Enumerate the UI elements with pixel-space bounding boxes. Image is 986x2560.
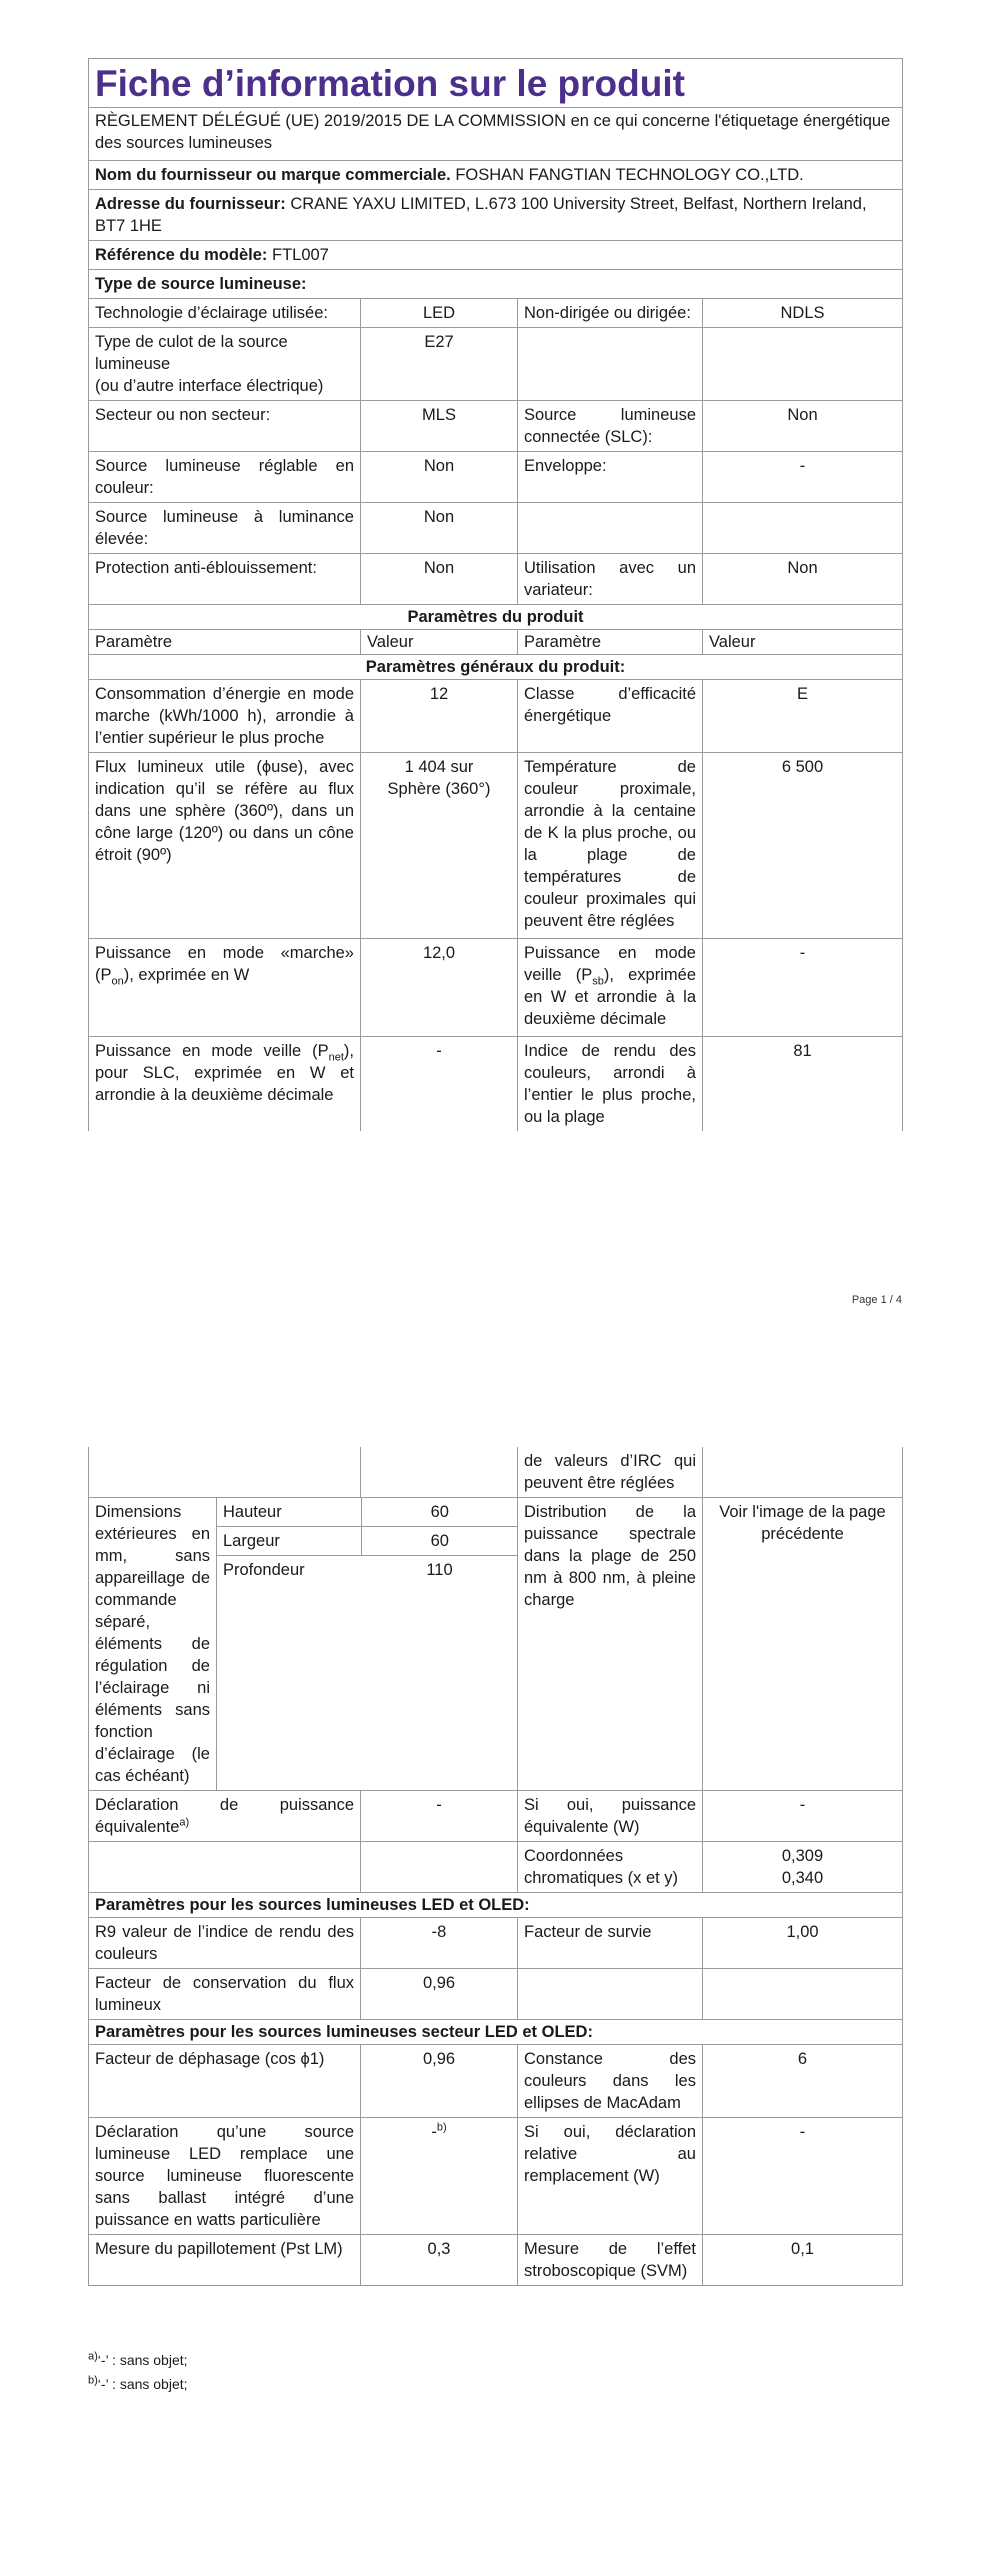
footnote-ref-b: b) [436,2121,447,2134]
replacement-claim-label: Déclaration qu’une source lumineuse LED remplace une source lumineuse fluorescente sans ballast intégré d’une puissance en watts particulière [89,2118,361,2235]
replacement-w-value: - [703,2118,903,2235]
networked-standby-unit: ), pour SLC, exprimée en W et arrondie à la deuxième décimale [95,1042,354,1104]
lumen-maintenance-label: Facteur de conservation du flux lumineux [89,1969,361,2020]
cap-type-label-main: Type de culot de la source lumineuse [95,333,288,373]
cap-type-label [89,328,361,401]
lumen-maintenance-value: 0,96 [361,1969,518,2020]
replacement-claim-value [361,2118,518,2235]
stroboscopic-value: 0,1 [703,2235,903,2286]
empty-cell [703,328,903,401]
col-param-header: Paramètre [89,630,361,655]
on-mode-power-unit: ), exprimée en W [123,966,250,984]
directional-label: Non-dirigée ou dirigée: [518,299,703,328]
mains-label: Secteur ou non secteur: [89,401,361,452]
mains-led-params-header: Paramètres pour les sources lumineuses secteur LED et OLED: [89,2020,903,2045]
depth-label: Profondeur [223,1561,305,1579]
envelope-value: - [703,452,903,503]
r9-label: R9 valeur de l’indice de rendu des couleurs [89,1918,361,1969]
empty-cell [518,503,703,554]
mains-value: MLS [361,401,518,452]
cap-type-label-sub: (ou d’autre interface électrique) [95,377,324,395]
chromaticity-value [703,1842,903,1893]
standby-power-value: - [703,939,903,1037]
anti-glare-value: Non [361,554,518,605]
cri-label-part2: de valeurs d’IRC qui peuvent être réglées [518,1447,703,1498]
doc-title: Fiche d’information sur le produit [95,63,685,104]
empty-cell [89,1447,361,1498]
model-value: FTL007 [271,246,329,264]
empty-cell [518,1969,703,2020]
footnote-b-mark: b) [88,2374,98,2387]
on-mode-power-text: Puissance en mode «marche» (P [95,944,354,984]
footnote-ref-a: a) [179,1816,190,1829]
product-params-header: Paramètres du produit [89,605,903,630]
energy-consumption-label: Consommation d’énergie en mode marche (kWh/1000 h), arrondie à l’entier supérieur le plus proche [89,680,361,753]
directional-value: NDLS [703,299,903,328]
survival-factor-label: Facteur de survie [518,1918,703,1969]
page-number: Page 1 / 4 [851,1294,902,1306]
standby-power-unit: ), exprimée en W et arrondie à la deuxième décimale [524,966,696,1028]
equivalent-power-text: Déclaration de puissance équivalente [95,1796,354,1836]
energy-class-label: Classe d’efficacité énergétique [518,680,703,753]
standby-power-sub: sb [592,975,604,988]
supplier-name: FOSHAN FANGTIAN TECHNOLOGY CO.,LTD. [455,166,804,184]
model-label: Référence du modèle: [95,246,268,264]
source-type-header: Type de source lumineuse: [89,270,903,299]
cct-value: 6 500 [703,753,903,939]
r9-value: -8 [361,1918,518,1969]
chromaticity-label: Coordonnées chromatiques (x et y) [518,1842,703,1893]
connected-value: Non [703,401,903,452]
flicker-value: 0,3 [361,2235,518,2286]
lighting-technology-value: LED [361,299,518,328]
height-label: Hauteur [217,1498,361,1527]
energy-class-value: E [703,680,903,753]
supplier-name-row [89,161,903,190]
page-2 [88,1447,902,2392]
cri-label-part1: Indice de rendu des couleurs, arrondi à l’entier le plus proche, ou la plage [518,1037,703,1132]
on-mode-power-label [89,939,361,1037]
on-mode-power-sub: on [111,975,124,988]
high-luminance-value: Non [361,503,518,554]
doc-title-cell [89,59,903,108]
product-info-table [88,58,903,1131]
lighting-technology-label: Technologie d’éclairage utilisée: [89,299,361,328]
empty-cell [703,1969,903,2020]
standby-power-label [518,939,703,1037]
cap-type-value: E27 [361,328,518,401]
depth-value: 110 [426,1561,453,1579]
dimensions-values [217,1498,518,1791]
general-params-header: Paramètres généraux du produit: [89,655,903,680]
chromaticity-y: 0,340 [781,1869,824,1887]
dimmable-label: Utilisation avec un variateur: [518,554,703,605]
power-factor-value: 0,96 [361,2045,518,2118]
dimensions-table [217,1498,518,1584]
chromaticity-x: 0,309 [781,1847,824,1865]
empty-cell [361,1842,518,1893]
col-value-header: Valeur [361,630,518,655]
equivalent-power-label [89,1791,361,1842]
equivalent-power-value: - [361,1791,518,1842]
empty-cell [89,1842,361,1893]
colour-tunable-label: Source lumineuse réglable en couleur: [89,452,361,503]
page-1 [88,58,902,1306]
footnote-b-text: ‘-’ : sans objet; [97,2376,188,2392]
empty-cell [703,503,903,554]
footnote-b [88,2374,188,2394]
networked-standby-sub: net [328,1051,344,1064]
supplier-name-label: Nom du fournisseur ou marque commerciale. [95,166,451,184]
networked-standby-value: - [361,1037,518,1132]
survival-factor-value: 1,00 [703,1918,903,1969]
energy-consumption-value: 12 [361,680,518,753]
equivalent-power-w-value: - [703,1791,903,1842]
networked-standby-label [89,1037,361,1132]
envelope-label: Enveloppe: [518,452,703,503]
width-value: 60 [361,1527,518,1556]
cri-value: 81 [703,1037,903,1132]
replacement-claim-dash: - [431,2123,437,2141]
useful-flux-amount: 1 404 sur [404,758,474,776]
supplier-address-row [89,190,903,241]
connected-label: Source lumineuse connectée (SLC): [518,401,703,452]
standby-power-text: Puissance en mode veille (P [524,944,696,984]
dimensions-label: Dimensions extérieures en mm, sans appareillage de commande séparé, éléments de régulation de l’éclairage ni éléments sans fonction d’éclairage (le cas échéant) [89,1498,217,1791]
useful-flux-cone: Sphère (360°) [387,780,491,798]
width-label: Largeur [217,1527,361,1556]
footnote-a-mark: a) [88,2350,98,2363]
cct-label: Température de couleur proximale, arrondie à la centaine de K la plus proche, ou la plage de températures de couleur proximales qui peuvent être réglées [518,753,703,939]
empty-cell [361,1447,518,1498]
useful-flux-value [361,753,518,939]
led-params-header: Paramètres pour les sources lumineuses LED et OLED: [89,1893,903,1918]
empty-cell [518,328,703,401]
supplier-address: CRANE YAXU LIMITED, L.673 100 University Street, Belfast, Northern Ireland, BT7 1HE [95,195,867,235]
height-value: 60 [361,1498,518,1527]
on-mode-power-value: 12,0 [361,939,518,1037]
dimmable-value: Non [703,554,903,605]
useful-flux-label: Flux lumineux utile (ϕuse), avec indication qu’il se réfère au flux dans une sphère (360º), dans un cône large (120º) ou dans un cône étroit (90º) [89,753,361,939]
col-param-header-2: Paramètre [518,630,703,655]
regulation-intro: RÈGLEMENT DÉLÉGUÉ (UE) 2019/2015 DE LA COMMISSION en ce qui concerne l'étiquetage énergétique des sources lumineuses [89,108,903,161]
anti-glare-label: Protection anti-éblouissement: [89,554,361,605]
product-info-table-continued [88,1447,903,2286]
spectral-distribution-label: Distribution de la puissance spectrale dans la plage de 250 nm à 800 nm, à pleine charge [518,1498,703,1791]
footnote-a-text: ‘-’ : sans objet; [97,2352,188,2368]
colour-consistency-label: Constance des couleurs dans les ellipses de MacAdam [518,2045,703,2118]
power-factor-label: Facteur de déphasage (cos ϕ1) [89,2045,361,2118]
spectral-distribution-value: Voir l'image de la page précédente [703,1498,903,1791]
empty-cell [703,1447,903,1498]
colour-consistency-value: 6 [703,2045,903,2118]
stroboscopic-label: Mesure de l’effet stroboscopique (SVM) [518,2235,703,2286]
col-value-header-2: Valeur [703,630,903,655]
model-row [89,241,903,270]
footnote-a [88,2350,188,2370]
supplier-address-label: Adresse du fournisseur: [95,195,286,213]
equivalent-power-w-label: Si oui, puissance équivalente (W) [518,1791,703,1842]
networked-standby-text: Puissance en mode veille (P [95,1042,329,1060]
colour-tunable-value: Non [361,452,518,503]
flicker-label: Mesure du papillotement (Pst LM) [89,2235,361,2286]
high-luminance-label: Source lumineuse à luminance élevée: [89,503,361,554]
replacement-w-label: Si oui, déclaration relative au remplacement (W) [518,2118,703,2235]
